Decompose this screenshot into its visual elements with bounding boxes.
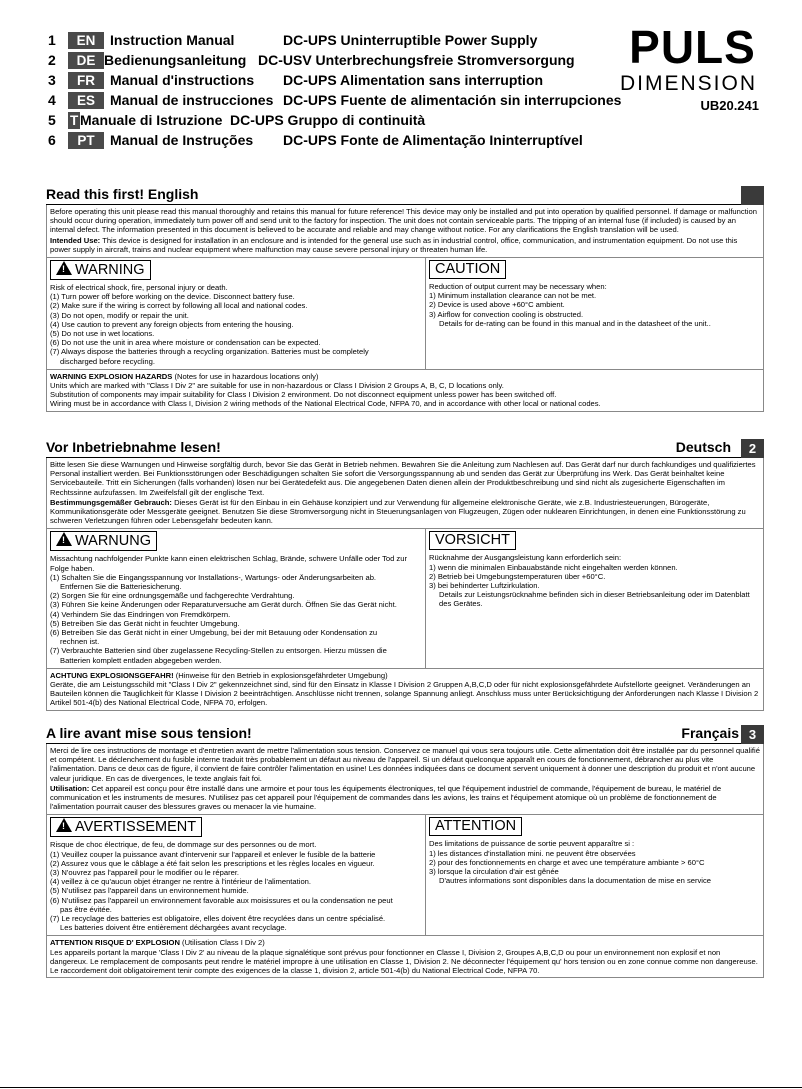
hazard-line: Wiring must be in accordance with Class I, Division 2 wiring methods of the National Electrical Code, NFPA 70, and in accordance with other local or national codes. <box>50 399 601 409</box>
lang-number: 6 <box>48 132 56 148</box>
warning-line: (5) Do not use in wet locations. <box>50 329 155 339</box>
warning-line: (3) Führen Sie keine Änderungen oder Reparaturversuche am Gerät durch. Öffnen Sie das Gerät nicht. <box>50 600 397 610</box>
section-english <box>46 186 764 412</box>
hazard-notes <box>47 669 763 711</box>
warning-column <box>47 529 426 667</box>
sub-brand: DIMENSION <box>620 72 758 95</box>
intro-text: Before operating this unit please read this manual thoroughly and retains this manual for future reference! This device may only be installed and put into operation by qualified personnel. If damage or malfunction should occur during operation, immediately turn power off and send unit to the factory for inspection. The unit does not contain serviceable parts. The tripping of an internal fuse (if included) is caused by an internal defect. The information presented in this document is believed to be accurate and reliable and may change without notice. For any clarifications the English translation will be used. <box>50 207 757 235</box>
lang-manual: Manual de instrucciones <box>110 92 274 108</box>
lang-product: DC-UPS Alimentation sans interruption <box>283 72 544 88</box>
intended-use-label: Bestimmungsgemäßer Gebrauch: <box>50 497 172 507</box>
language-row <box>48 110 628 130</box>
caution-line: 3) Airflow for convection cooling is obstructed. <box>429 309 584 319</box>
section-german <box>46 439 764 711</box>
intended-use-text: This device is designed for installation in an enclosure and is intended for the general use such as in industrial control, office, communication, and instrumentation equipment. Do not use this power supply in aircraft, trains and nuclear equipment where malfunction may cause severe personal injury or threaten human life. <box>50 235 738 254</box>
caution-column <box>426 815 763 935</box>
lang-manual: Instruction Manual <box>110 32 235 48</box>
language-row <box>48 90 628 110</box>
warning-line: (5) Betreiben Sie das Gerät nicht in feuchter Umgebung. <box>50 618 240 628</box>
hazard-notes <box>47 936 763 978</box>
warning-line: (7) Always dispose the batteries through a recycling organization. Batteries must be completely <box>50 347 369 357</box>
warning-line: (3) N'ouvrez pas l'appareil pour le modifier ou le réparer. <box>50 868 240 878</box>
lang-manual: Manual d'instructions <box>110 72 255 88</box>
warning-label-text: AVERTISSEMENT <box>75 819 197 836</box>
caution-line: Rücknahme der Ausgangsleistung kann erforderlich sein: <box>429 553 622 563</box>
warning-label <box>50 817 202 837</box>
warning-line: (4) Verhindern Sie das Eindringen von Fremdkörpern. <box>50 609 231 619</box>
warning-line: (4) Use caution to prevent any foreign objects from entering the housing. <box>50 319 294 329</box>
intro <box>47 744 763 815</box>
warning-label <box>50 260 151 280</box>
lang-product: DC-UPS Uninterruptible Power Supply <box>283 32 538 48</box>
warning-line: discharged before recycling. <box>60 356 155 366</box>
section-language: Deutsch <box>675 439 731 456</box>
warning-column <box>47 815 426 935</box>
warning-line: (2) Assurez vous que le câblage a été fait selon les prescriptions et les règles locales en vigueur. <box>50 858 375 868</box>
caution-line: 1) Minimum installation clearance can not be met. <box>429 291 597 301</box>
language-row <box>48 50 628 70</box>
section-title: Vor Inbetriebnahme lesen! <box>46 439 221 456</box>
lang-code: PT <box>68 132 104 149</box>
lang-manual: Manual de Instruções <box>110 132 254 148</box>
language-row <box>48 30 628 50</box>
lang-number: 1 <box>48 32 56 48</box>
lang-product: DC-UPS Gruppo di continuità <box>230 112 426 128</box>
hazard-text: Les appareils portant la marque 'Class I Div 2' au niveau de la plaque signalétique sont prévus pour fonctionner en Classe I, Division 2, Groupes A,B,C,D ou pour un environnement non explosif et non dangereux. Le remplacement de composants peut rendre le matériel impropre à une utilisation en Classe 1, Division 2. Ne déconnecter l'équipement qu' hors tension ou en zone connue comme non dangereuse. Le raccordement doit obligatoirement tenir compte des exigences de la classe 1, division 2, article 501-4(b) du National Electrical Code, NFPA 70. <box>50 947 758 976</box>
hazard-label: ACHTUNG EXPLOSIONSGEFAHR! <box>50 670 174 680</box>
caution-line: 3) lorsque la circulation d'air est gênée <box>429 867 559 877</box>
warning-triangle-icon <box>56 818 72 832</box>
hazard-note: (Hinweise für den Betrieb in explosionsgefährdeter Umgebung) <box>173 670 388 680</box>
section-number-badge: 2 <box>741 439 764 458</box>
caution-line: 1) les distances d'installation mini. ne peuvent être observées <box>429 848 636 858</box>
lang-product: DC-UPS Fonte de Alimentação Ininterruptível <box>283 132 583 148</box>
warning-line: (6) Betreiben Sie das Gerät nicht in einer Umgebung, bei der mit Betauung oder Kondensation zu <box>50 628 378 638</box>
caution-line: 2) pour des fonctionnements en charge et avec une température ambiante > 60°C <box>429 857 705 867</box>
caution-line: 1) wenn die minimalen Einbauabstände nicht eingehalten werden können. <box>429 562 678 572</box>
intro <box>47 205 763 258</box>
caution-line: Des limitations de puissance de sortie peuvent apparaître si : <box>429 839 635 849</box>
warning-line: Batterien komplett entladen abgegeben werden. <box>60 655 222 665</box>
warning-triangle-icon <box>56 261 72 275</box>
warning-line: (1) Schalten Sie die Eingangsspannung vor Installations-, Wartungs- oder Änderungsarbeiten ab. <box>50 572 377 582</box>
lang-code: T <box>70 112 79 128</box>
caution-column <box>426 258 763 369</box>
hazard-note: (Utilisation Class I Div 2) <box>179 938 265 948</box>
warning-line: (6) Do not use the unit in area where moisture or condensation can be expected. <box>50 338 321 348</box>
intro-text: Bitte lesen Sie diese Warnungen und Hinweise sorgfältig durch, bevor Sie das Gerät in Betrieb nehmen. Bewahren Sie die Anleitung zum Nachlesen auf. Das Gerät darf nur durch fachkundiges und qualifiziertes Personal installiert werden. Bei Funktionsstörungen oder Beschädigungen schalten Sie sofort die Versorgungsspannung ab und senden das Gerät zur Überprüfung ins Werk. Das Gerät beinhaltet keine Servicebauteile. Tritt ein Sicherungen (falls vorhanden) lösen nur bei Gerätedefekt aus. Die angegebenen Daten dienen allein der Produktbeschreibung und sind nicht als zugesicherte Eigenschaften im Rechtssinne aufzufassen. Im Zweifelsfall gilt der englische Text. <box>50 460 756 497</box>
section-number-badge <box>741 186 764 205</box>
warning-line: (2) Sorgen Sie für eine ordnungsgemäße und fachgerechte Verdrahtung. <box>50 591 295 601</box>
hazard-label: WARNING EXPLOSION HAZARDS <box>50 371 173 381</box>
lang-manual: Manuale di Istruzione <box>80 112 223 128</box>
section-title: A lire avant mise sous tension! <box>46 725 252 742</box>
warning-line: Risque de choc électrique, de feu, de dommage sur des personnes ou de mort. <box>50 840 317 850</box>
caution-label: VORSICHT <box>429 531 516 550</box>
section-header <box>46 186 764 205</box>
warning-line: (7) Le recyclage des batteries est obligatoire, elles doivent être recyclées dans un centre spécialisé. <box>50 914 386 924</box>
warning-line: (5) N'utilisez pas l'appareil dans un environnement humide. <box>50 886 249 896</box>
hazard-line: Units which are marked with "Class I Div 2" are suitable for use in non-hazardous or Class I Division 2 Groups A, B, C, D locations only. <box>50 381 504 391</box>
warning-label-text: WARNING <box>75 262 145 279</box>
hazard-notes <box>47 370 763 412</box>
hazard-label: ATTENTION RISQUE D' EXPLOSION <box>50 938 180 948</box>
caution-line: 3) bei behinderter Luftzirkulation. <box>429 581 540 591</box>
model-number: UB20.241 <box>700 98 759 113</box>
caution-line: Reduction of output current may be necessary when: <box>429 282 607 292</box>
intro <box>47 458 763 529</box>
brand-logo <box>620 21 765 113</box>
warning-triangle-icon <box>56 532 72 546</box>
caution-line: 2) Device is used above +60°C ambient. <box>429 300 565 310</box>
lang-number: 5 <box>48 112 56 128</box>
caution-label: ATTENTION <box>429 817 522 836</box>
hazard-line: Substitution of components may impair suitability for Class I Division 2 environment. Do not disconnect equipment unless power has been switched off. <box>50 390 557 400</box>
caution-line: Details zur Leistungsrücknahme befinden sich in dieser Betriebsanleitung oder im Datenblatt des Gerätes. <box>439 590 750 609</box>
hazard-note: (Notes for use in hazardous locations only) <box>172 371 319 381</box>
lang-product: DC-USV Unterbrechungsfreie Stromversorgung <box>258 52 575 68</box>
section-header <box>46 725 764 744</box>
warning-column <box>47 258 426 369</box>
warning-line: (3) Do not open, modify or repair the unit. <box>50 310 189 320</box>
warning-label <box>50 531 157 551</box>
warning-line: (7) Verbrauchte Batterien sind über zugelassene Recycling-Stellen zu entsorgen. Hierzu müssen die <box>50 646 387 656</box>
section-number-badge: 3 <box>741 725 764 744</box>
lang-number: 4 <box>48 92 56 108</box>
warning-line: Entfernen Sie die Batteriesicherung. <box>60 582 182 592</box>
warning-line: (4) veillez à ce qu'aucun objet étranger ne rentre à l'intérieur de l'alimentation. <box>50 877 311 887</box>
warning-line: rechnen ist. <box>60 637 100 647</box>
lang-number: 3 <box>48 72 56 88</box>
warning-line: Risk of electrical shock, fire, personal injury or death. <box>50 283 228 293</box>
caution-line: 2) Betrieb bei Umgebungstemperaturen über +60°C. <box>429 571 606 581</box>
intended-use-label: Utilisation: <box>50 783 90 793</box>
lang-code: EN <box>68 32 104 49</box>
warning-label-text: WARNUNG <box>75 533 151 550</box>
section-french <box>46 725 764 978</box>
caution-label: CAUTION <box>429 260 506 279</box>
lang-code: DE <box>68 52 104 69</box>
lang-product: DC-UPS Fuente de alimentación sin interrupciones <box>283 92 622 108</box>
warning-line: Les batteries doivent être entièrement déchargées avant recyclage. <box>60 923 287 933</box>
language-row <box>48 130 628 150</box>
warning-line: pas être évitée. <box>60 904 112 914</box>
warning-line: Missachtung nachfolgender Punkte kann einen elektrischen Schlag, Brände, schwere Unfälle oder Tod zur Folge haben. <box>50 554 407 573</box>
section-title: Read this first! English <box>46 186 199 203</box>
intro-text: Merci de lire ces instructions de montage et d'entretien avant de mettre l'alimentation sous tension. Conservez ce manuel qui vous sera toujours utile. Cette alimentation doit être installée par du personnel qualifié et compétent. Le déclenchement du fusible interne traduit très probablement un défaut au niveau de l'appareil. Si un défaut quelconque apparaît en cours de fonctionnement, débrancher au plus vite l'alimentation. Dans ce deux cas de figure, il convient de faire contrôler l'alimentation en usine! Les données indiquées dans ce document servent uniquement à donner une description du produit et n'ont aucune valeur juridique. En cas de divergences, le texte anglais fait foi. <box>50 746 760 783</box>
intended-use-label: Intended Use: <box>50 235 101 245</box>
warning-line: (2) Make sure if the wiring is correct by following all local and national codes. <box>50 301 308 311</box>
lang-manual: Bedienungsanleitung <box>104 52 247 68</box>
lang-code: FR <box>68 72 104 89</box>
language-list <box>48 30 628 150</box>
hazard-text: Geräte, die am Leistungsschild mit "Class I Div 2" gekennzeichnet sind, sind für den Einsatz in Klasse I Division 2 Gruppen A,B,C,D oder für nicht explosionsgefährdete Aufstellorte geeignet. Veränderungen an Bauteilen können die Tauglichkeit für Klasse I Division 2 beeinträchtigen. Anschlüsse nicht trennen, solange Spannung anliegt. Anschluss muss unter Berücksichtigung der Anforderungen nach Klasse I Division 2 Artikel 501-4(b) des National Electrical Code, NFPA 70, erfolgen. <box>50 680 759 708</box>
section-language: Français <box>681 725 739 742</box>
language-row <box>48 70 628 90</box>
warning-line: (1) Veuillez couper la puissance avant d'intervenir sur l'appareil et enlever le fusible de la batterie <box>50 849 376 859</box>
warning-line: (6) N'utilisez pas l'appareil un environnement favorable aux moisissures et ou la condensation ne peut <box>50 895 393 905</box>
caution-line: Details for de-rating can be found in this manual and in the datasheet of the unit.. <box>439 318 711 328</box>
intended-use-text: Cet appareil est conçu pour être installé dans une armoire et pour tous les équipements électroniques, tel que l'équipement industriel de commande, l'équipement de bureau, le matériel de communication et les instruments de mesures. N'utilisez pas cet appareil pour l'équipement de commandes dans les avions, les trains et l'équipement atomique où un problème de fonctionnement de l'alimentation pourrait causer des blessures graves ou menacer la vie humaine. <box>50 783 722 812</box>
section-header <box>46 439 764 458</box>
lang-number: 2 <box>48 52 56 68</box>
caution-line: D'autres informations sont disponibles dans la documentation de mise en service <box>439 876 712 886</box>
brand-name: PULS <box>629 21 756 73</box>
lang-code: ES <box>68 92 104 109</box>
caution-column <box>426 529 763 667</box>
intended-use-text: Dieses Gerät ist für den Einbau in ein Gehäuse konzipiert und zur Verwendung für allgemeine elektronische Geräte, wie z.B. Industriesteuerungen, Bürogeräte, Kommunikationsgeräte oder Messgeräte geeignet. Benutzen Sie diese Stromversorgung nicht in Steuerungsanlagen von Flugzeugen, Zügen oder nuklearen Einrichtungen, in denen eine Funktionsstörung zu schweren Verletzungen führen oder Lebensgefahr bedeuten kann. <box>50 497 746 526</box>
page-bottom-rule <box>0 1087 802 1088</box>
warning-line: (1) Turn power off before working on the device. Disconnect battery fuse. <box>50 292 295 302</box>
